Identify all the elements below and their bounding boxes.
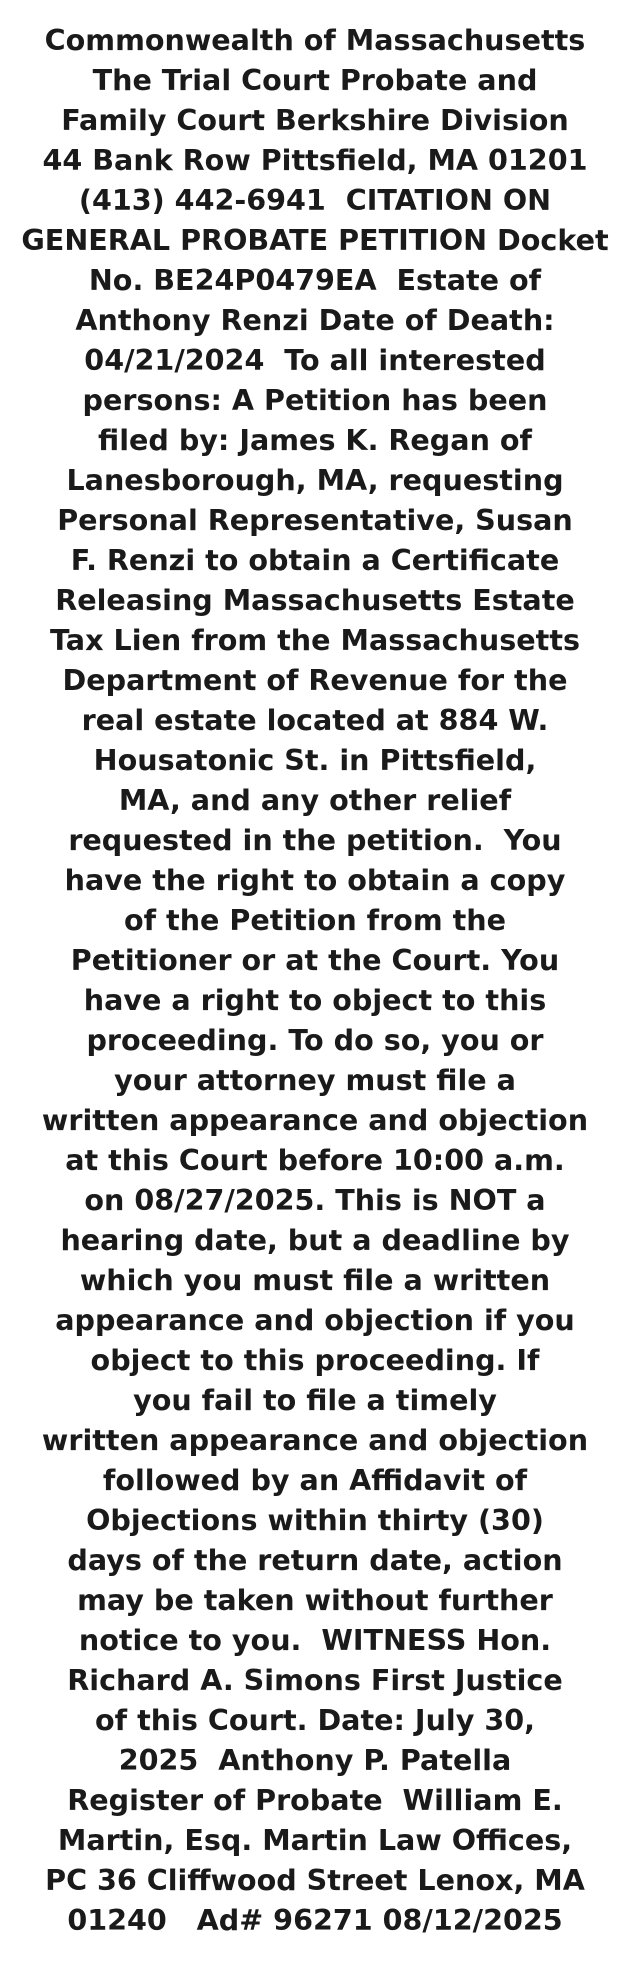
- notice-line: at this Court before 10:00 a.m.: [65, 1143, 565, 1177]
- notice-line: PC 36 Cliffwood Street Lenox, MA: [45, 1863, 585, 1897]
- notice-line: followed by an Affidavit of: [102, 1463, 528, 1497]
- notice-line: 04/21/2024 To all interested: [84, 343, 546, 377]
- notice-line: (413) 442-6941 CITATION ON: [78, 183, 552, 217]
- notice-line: persons: A Petition has been: [82, 383, 548, 417]
- notice-line: real estate located at 884 W.: [81, 703, 549, 737]
- notice-line: Commonwealth of Massachusetts: [44, 23, 586, 57]
- notice-line: Personal Representative, Susan: [57, 503, 573, 537]
- notice-line: which you must file a written: [79, 1263, 551, 1297]
- notice-line: Petitioner or at the Court. You: [70, 943, 560, 977]
- notice-line: requested in the petition. You: [68, 823, 562, 857]
- notice-line: filed by: James K. Regan of: [98, 423, 532, 457]
- notice-line: may be taken without further: [77, 1583, 553, 1617]
- notice-line: Department of Revenue for the: [62, 663, 568, 697]
- notice-line: The Trial Court Probate and: [92, 63, 538, 97]
- notice-line: object to this proceeding. If: [90, 1343, 540, 1377]
- notice-line: Lanesborough, MA, requesting: [66, 463, 564, 497]
- notice-line: Tax Lien from the Massachusetts: [49, 623, 581, 657]
- notice-line: notice to you. WITNESS Hon.: [78, 1623, 552, 1657]
- notice-line: of the Petition from the: [123, 903, 506, 937]
- notice-line: have a right to object to this: [83, 983, 547, 1017]
- notice-line: Register of Probate William E.: [67, 1783, 563, 1817]
- notice-line: MA, and any other relief: [118, 783, 512, 817]
- notice-line: proceeding. To do so, you or: [86, 1023, 544, 1057]
- notice-line: written appearance and objection: [41, 1103, 589, 1137]
- notice-line: Martin, Esq. Martin Law Offices,: [57, 1823, 573, 1857]
- notice-line: hearing date, but a deadline by: [60, 1223, 570, 1257]
- notice-line: your attorney must file a: [114, 1063, 516, 1097]
- notice-line: Richard A. Simons First Justice: [67, 1663, 563, 1697]
- notice-line: you fail to file a timely: [133, 1383, 497, 1417]
- notice-line: have the right to obtain a copy: [64, 863, 566, 897]
- notice-line: of this Court. Date: July 30,: [95, 1703, 535, 1737]
- notice-line: GENERAL PROBATE PETITION Docket: [21, 223, 609, 257]
- notice-line: Housatonic St. in Pittsfield,: [93, 743, 537, 777]
- notice-line: 44 Bank Row Pittsfield, MA 01201: [42, 143, 588, 177]
- notice-line: No. BE24P0479EA Estate of: [88, 263, 542, 297]
- notice-line: 2025 Anthony P. Patella: [118, 1743, 512, 1777]
- notice-line: Anthony Renzi Date of Death:: [75, 303, 555, 337]
- notice-line: F. Renzi to obtain a Certificate: [70, 543, 560, 577]
- notice-line: 01240 Ad# 96271 08/12/2025: [67, 1903, 563, 1937]
- notice-line: on 08/27/2025. This is NOT a: [84, 1183, 546, 1217]
- notice-line: Releasing Massachusetts Estate: [55, 583, 575, 617]
- notice-line: appearance and objection if you: [55, 1303, 575, 1337]
- notice-line: Objections within thirty (30): [86, 1503, 544, 1537]
- notice-line: days of the return date, action: [67, 1543, 563, 1577]
- notice-line: written appearance and objection: [41, 1423, 589, 1457]
- notice-line: Family Court Berkshire Division: [61, 103, 569, 137]
